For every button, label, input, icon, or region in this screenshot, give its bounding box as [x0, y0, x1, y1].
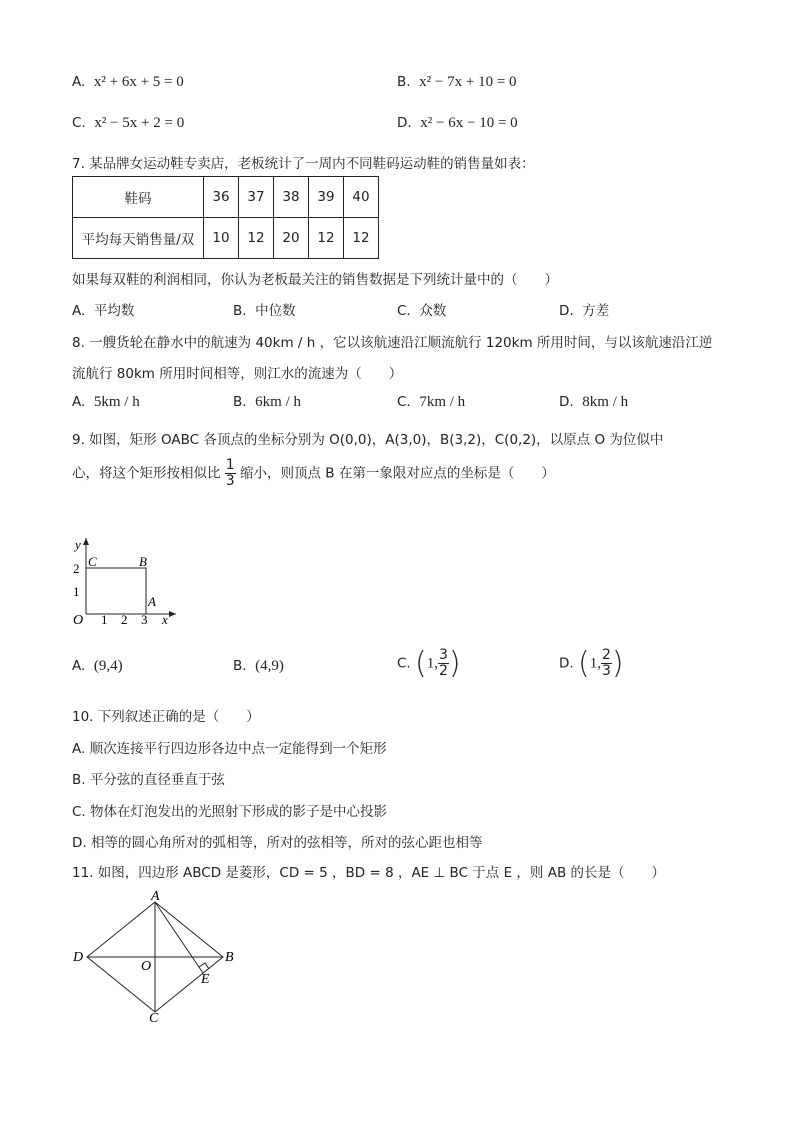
y-axis-label: y — [75, 537, 81, 552]
q11-stem: 11. 如图，四边形 ABCD 是菱形，CD = 5 ，BD = 8 ，AE ⊥ BC 于点 E ，则 AB 的长是（ ） — [72, 865, 665, 881]
table-cell: 39 — [309, 177, 344, 218]
q8-option-a: A. 5km / h — [72, 394, 140, 410]
y-tick-label: 2 — [73, 561, 80, 576]
q7-option-c: C. 众数 — [397, 303, 447, 319]
q10-option-d: D. 相等的圆心角所对的弧相等，所对的弦相等，所对的弦心距也相等 — [72, 835, 483, 851]
q6-option-c: C. x² − 5x + 2 = 0 — [72, 115, 185, 131]
table-cell: 20 — [274, 218, 309, 259]
q6-option-b: B. x² − 7x + 10 = 0 — [397, 74, 517, 90]
rhombus-label-c: C — [149, 1011, 159, 1024]
table-row — [73, 177, 379, 218]
q9-coordinate-figure — [66, 532, 186, 628]
x-tick-label: 2 — [121, 612, 128, 627]
q7-question: 如果每双鞋的利润相同，你认为老板最关注的销售数据是下列统计量中的（ ） — [72, 272, 558, 288]
q6-option-d: D. x² − 6x − 10 = 0 — [397, 115, 518, 131]
q6-option-a: A. x² + 6x + 5 = 0 — [72, 74, 184, 90]
table-cell: 12 — [239, 218, 274, 259]
q11-rhombus-figure — [68, 888, 244, 1024]
q7-table — [72, 176, 379, 259]
q6-option-d-expr: x² − 6x − 10 = 0 — [420, 115, 518, 131]
rhombus-label-a: A — [151, 889, 160, 904]
q9-option-b: B. (4,9) — [233, 658, 284, 674]
rhombus-label-e: E — [201, 972, 210, 987]
point-a-label: A — [148, 594, 156, 609]
x-tick-label: 1 — [101, 612, 108, 627]
q8-line1: 8. 一艘货轮在静水中的航速为 40km / h ，它以该航速沿江顺流航行 120km 所用时间，与以该航速沿江逆 — [72, 335, 713, 351]
q8-option-b: B. 6km / h — [233, 394, 301, 410]
q6-option-c-expr: x² − 5x + 2 = 0 — [94, 115, 185, 131]
q10-option-a: A. 顺次连接平行四边形各边中点一定能得到一个矩形 — [72, 741, 387, 757]
table-row — [73, 218, 379, 259]
table-cell: 37 — [239, 177, 274, 218]
table-cell: 10 — [204, 218, 239, 259]
q7-option-b: B. 中位数 — [233, 303, 296, 319]
point-b-label: B — [139, 554, 147, 569]
q7-option-a: A. 平均数 — [72, 303, 135, 319]
table-cell: 12 — [344, 218, 379, 259]
table-cell: 38 — [274, 177, 309, 218]
origin-label: O — [73, 613, 84, 628]
q6-option-a-expr: x² + 6x + 5 = 0 — [93, 74, 184, 90]
q7-stem: 7. 某品牌女运动鞋专卖店，老板统计了一周内不同鞋码运动鞋的销售量如表： — [72, 156, 535, 172]
table-cell: 40 — [344, 177, 379, 218]
rhombus-label-b: B — [225, 950, 234, 965]
q9-option-d: D. (1, $\frac{2}{3}$ ) — [559, 646, 624, 681]
table-cell: 12 — [309, 218, 344, 259]
y-tick-label: 1 — [73, 584, 80, 599]
x-tick-label: 3 — [141, 612, 148, 627]
table-cell: 36 — [204, 177, 239, 218]
q8-line2: 流航行 80km 所用时间相等，则江水的流速为（ ） — [72, 366, 403, 382]
table-header-size: 鞋码 — [73, 177, 204, 218]
point-c-label: C — [88, 554, 97, 569]
x-axis-label: x — [162, 612, 168, 627]
q9-line1: 9. 如图，矩形 OABC 各顶点的坐标分别为 O(0,0)，A(3,0)，B(3,2)，C(0,2)，以原点 O 为位似中 — [72, 432, 664, 448]
q6-option-b-expr: x² − 7x + 10 = 0 — [419, 74, 517, 90]
table-header-sales: 平均每天销售量/双 — [73, 218, 204, 259]
q9-option-c: C. (1, $\frac{3}{2}$ ) — [397, 646, 461, 681]
q9-ratio-fraction: $\frac{1}{3}$ — [225, 457, 235, 489]
q10-stem: 10. 下列叙述正确的是（ ） — [72, 709, 260, 725]
q9-option-a: A. (9,4) — [72, 658, 123, 674]
q8-option-d: D. 8km / h — [559, 394, 629, 410]
q8-option-c: C. 7km / h — [397, 394, 466, 410]
q10-option-b: B. 平分弦的直径垂直于弦 — [72, 772, 225, 788]
rhombus-label-o: O — [141, 959, 152, 974]
q10-option-c: C. 物体在灯泡发出的光照射下形成的影子是中心投影 — [72, 804, 388, 820]
q9-line2: 心，将这个矩形按相似比 $\frac{1}{3}$ 缩小，则顶点 B 在第一象限对应点的坐标是（ ） — [72, 457, 555, 489]
rhombus-label-d: D — [73, 950, 84, 965]
q7-option-d: D. 方差 — [559, 303, 610, 319]
